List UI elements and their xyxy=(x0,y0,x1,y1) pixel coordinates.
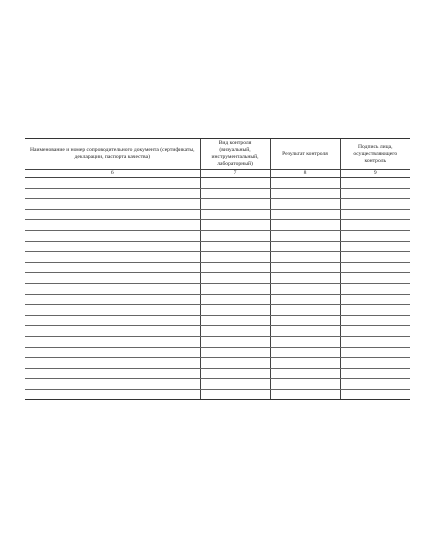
table-cell xyxy=(25,336,200,347)
table-cell xyxy=(200,209,270,220)
table-cell xyxy=(25,252,200,263)
table-cell xyxy=(270,294,340,305)
header-document-name: Наименование и номер сопроводительного документа (сертификаты, декларации, паспорта качества) xyxy=(25,139,200,170)
column-number: 7 xyxy=(200,170,270,178)
table-cell xyxy=(200,315,270,326)
table-row xyxy=(25,379,410,390)
column-number: 8 xyxy=(270,170,340,178)
table-cell xyxy=(200,283,270,294)
table-cell xyxy=(340,368,410,379)
table-row xyxy=(25,188,410,199)
table-cell xyxy=(25,209,200,220)
table-row xyxy=(25,336,410,347)
table-cell xyxy=(25,283,200,294)
table-cell xyxy=(200,379,270,390)
table-cell xyxy=(25,358,200,369)
table-cell xyxy=(340,209,410,220)
table-row xyxy=(25,262,410,273)
table-cell xyxy=(200,358,270,369)
table-cell xyxy=(200,252,270,263)
table-cell xyxy=(270,252,340,263)
table-cell xyxy=(200,326,270,337)
table-cell xyxy=(340,315,410,326)
table-cell xyxy=(270,220,340,231)
table-cell xyxy=(270,379,340,390)
table-cell xyxy=(25,188,200,199)
table-cell xyxy=(340,241,410,252)
table-cell xyxy=(270,199,340,210)
table-cell xyxy=(270,305,340,316)
table-cell xyxy=(25,368,200,379)
table-row xyxy=(25,199,410,210)
control-journal-table xyxy=(25,138,410,400)
table-row xyxy=(25,389,410,400)
header-signature: Подпись лица, осуществляющего контроль xyxy=(340,139,410,170)
table-cell xyxy=(200,262,270,273)
table-cell xyxy=(270,230,340,241)
header-control-result: Результат контроля xyxy=(270,139,340,170)
journal-sheet xyxy=(25,138,410,400)
table-cell xyxy=(25,199,200,210)
table-cell xyxy=(25,347,200,358)
table-row xyxy=(25,230,410,241)
table-row xyxy=(25,283,410,294)
table-cell xyxy=(25,305,200,316)
table-cell xyxy=(270,336,340,347)
table-cell xyxy=(270,209,340,220)
table-cell xyxy=(270,178,340,189)
table-cell xyxy=(200,178,270,189)
table-row xyxy=(25,305,410,316)
table-row xyxy=(25,241,410,252)
table-cell xyxy=(270,273,340,284)
table-cell xyxy=(340,336,410,347)
table-row xyxy=(25,347,410,358)
table-cell xyxy=(25,220,200,231)
table-cell xyxy=(270,347,340,358)
table-cell xyxy=(200,294,270,305)
table-cell xyxy=(340,347,410,358)
table-cell xyxy=(270,241,340,252)
table-row xyxy=(25,209,410,220)
table-cell xyxy=(200,336,270,347)
table-cell xyxy=(340,326,410,337)
table-cell xyxy=(270,283,340,294)
table-cell xyxy=(340,252,410,263)
column-number: 9 xyxy=(340,170,410,178)
table-cell xyxy=(340,188,410,199)
table-cell xyxy=(200,220,270,231)
table-cell xyxy=(270,326,340,337)
table-cell xyxy=(200,305,270,316)
table-row xyxy=(25,358,410,369)
table-cell xyxy=(340,199,410,210)
table-row xyxy=(25,368,410,379)
table-cell xyxy=(340,283,410,294)
table-cell xyxy=(25,379,200,390)
table-cell xyxy=(340,358,410,369)
table-cell xyxy=(340,220,410,231)
table-cell xyxy=(200,273,270,284)
table-cell xyxy=(25,294,200,305)
table-cell xyxy=(25,230,200,241)
table-row xyxy=(25,178,410,189)
table-row xyxy=(25,273,410,284)
table-cell xyxy=(270,262,340,273)
table-cell xyxy=(25,262,200,273)
table-cell xyxy=(200,230,270,241)
table-cell xyxy=(270,315,340,326)
table-cell xyxy=(25,178,200,189)
table-cell xyxy=(200,368,270,379)
table-row xyxy=(25,315,410,326)
table-cell xyxy=(25,389,200,400)
table-cell xyxy=(340,273,410,284)
header-control-type: Вид контроля (визуальный, инструментальный, лабораторный) xyxy=(200,139,270,170)
table-cell xyxy=(340,305,410,316)
table-cell xyxy=(200,199,270,210)
table-cell xyxy=(200,241,270,252)
table-cell xyxy=(340,178,410,189)
table-cell xyxy=(270,358,340,369)
table-row xyxy=(25,294,410,305)
table-cell xyxy=(340,294,410,305)
table-cell xyxy=(340,230,410,241)
table-cell xyxy=(25,326,200,337)
table-cell xyxy=(270,389,340,400)
table-cell xyxy=(270,188,340,199)
table-cell xyxy=(25,315,200,326)
table-cell xyxy=(200,188,270,199)
column-number-row xyxy=(25,170,410,178)
table-cell xyxy=(25,273,200,284)
table-row xyxy=(25,252,410,263)
table-cell xyxy=(340,262,410,273)
header-row xyxy=(25,139,410,170)
table-cell xyxy=(25,241,200,252)
table-row xyxy=(25,220,410,231)
table-cell xyxy=(340,389,410,400)
table-cell xyxy=(270,368,340,379)
table-cell xyxy=(200,389,270,400)
table-cell xyxy=(200,347,270,358)
column-number: 6 xyxy=(25,170,200,178)
table-cell xyxy=(340,379,410,390)
table-row xyxy=(25,326,410,337)
